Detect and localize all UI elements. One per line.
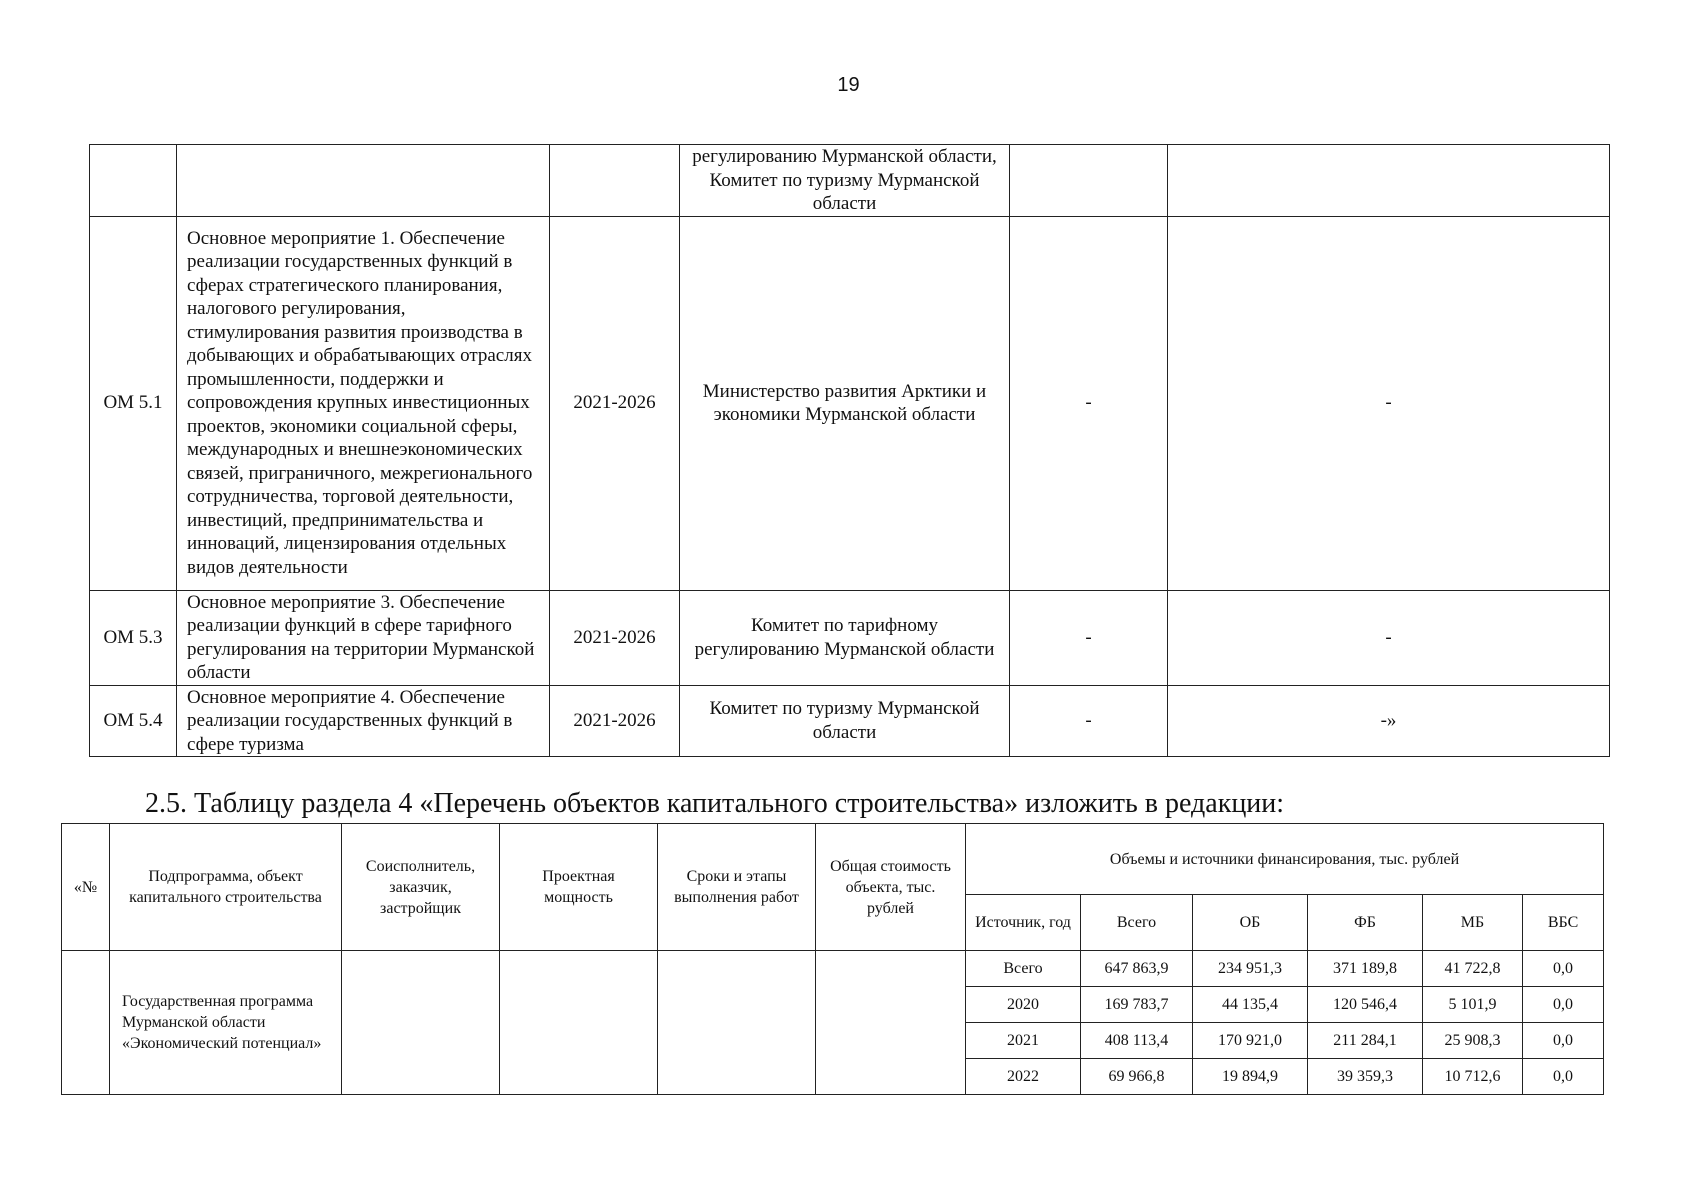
measure-term bbox=[550, 145, 680, 217]
measure-executor: регулированию Мурманской области, Комитет по туризму Мурманской области bbox=[680, 145, 1010, 217]
measure-code: ОМ 5.4 bbox=[90, 685, 177, 757]
page-number: 19 bbox=[837, 74, 860, 96]
vbs-cell: 0,0 bbox=[1523, 987, 1604, 1023]
vbs-cell: 0,0 bbox=[1523, 951, 1604, 987]
header-financing: Объемы и источники финансирования, тыс. рублей bbox=[966, 824, 1604, 895]
table-row bbox=[90, 590, 1610, 685]
measure-col6: - bbox=[1168, 216, 1610, 590]
header-mb: МБ bbox=[1423, 895, 1523, 951]
ob-cell: 44 135,4 bbox=[1193, 987, 1308, 1023]
header-terms: Сроки и этапы выполнения работ bbox=[658, 824, 816, 951]
vbs-cell: 0,0 bbox=[1523, 1059, 1604, 1095]
ob-cell: 234 951,3 bbox=[1193, 951, 1308, 987]
measure-executor: Комитет по тарифному регулированию Мурманской области bbox=[680, 590, 1010, 685]
total-cost-cell bbox=[816, 951, 966, 1095]
measure-col5: - bbox=[1010, 216, 1168, 590]
measure-name: Основное мероприятие 1. Обеспечение реализации государственных функций в сферах стратегического планирования, налогового регулирования, стимулирования развития производства в добывающих и обрабатывающих отраслях промышленности, поддержки и сопровождения крупных инвестиционных проектов, экономики социальной сферы, международных и внешнеэкономических связей, приграничного, межрегионального сотрудничества, торговой деятельности, инвестиций, предпринимательства и инноваций, лицензирования отдельных видов деятельности bbox=[177, 216, 550, 590]
header-capacity: Проектная мощность bbox=[500, 824, 658, 951]
measure-executor: Министерство развития Арктики и экономики Мурманской области bbox=[680, 216, 1010, 590]
header-row bbox=[62, 824, 1604, 895]
total-cell: 69 966,8 bbox=[1081, 1059, 1193, 1095]
mb-cell: 10 712,6 bbox=[1423, 1059, 1523, 1095]
table-row bbox=[90, 685, 1610, 757]
coexecutor-cell bbox=[342, 951, 500, 1095]
source-cell: 2021 bbox=[966, 1023, 1081, 1059]
fb-cell: 211 284,1 bbox=[1308, 1023, 1423, 1059]
ob-cell: 19 894,9 bbox=[1193, 1059, 1308, 1095]
measure-code: ОМ 5.3 bbox=[90, 590, 177, 685]
header-coexecutor: Соисполнитель, заказчик, застройщик bbox=[342, 824, 500, 951]
capital-construction-table bbox=[61, 823, 1604, 1095]
source-cell: 2020 bbox=[966, 987, 1081, 1023]
header-total: Всего bbox=[1081, 895, 1193, 951]
measure-code: ОМ 5.1 bbox=[90, 216, 177, 590]
source-cell: 2022 bbox=[966, 1059, 1081, 1095]
header-fb: ФБ bbox=[1308, 895, 1423, 951]
source-cell: Всего bbox=[966, 951, 1081, 987]
fb-cell: 120 546,4 bbox=[1308, 987, 1423, 1023]
program-name: Государственная программа Мурманской области «Экономический потенциал» bbox=[110, 951, 342, 1095]
terms-cell bbox=[658, 951, 816, 1095]
total-cell: 169 783,7 bbox=[1081, 987, 1193, 1023]
table-row bbox=[62, 951, 1604, 987]
table-row bbox=[90, 216, 1610, 590]
header-total-cost: Общая стоимость объекта, тыс. рублей bbox=[816, 824, 966, 951]
header-num: «№ bbox=[62, 824, 110, 951]
mb-cell: 41 722,8 bbox=[1423, 951, 1523, 987]
measure-col6: - bbox=[1168, 590, 1610, 685]
measure-term: 2021-2026 bbox=[550, 590, 680, 685]
table-row bbox=[90, 145, 1610, 217]
measures-table bbox=[89, 144, 1610, 757]
ob-cell: 170 921,0 bbox=[1193, 1023, 1308, 1059]
mb-cell: 25 908,3 bbox=[1423, 1023, 1523, 1059]
measure-name: Основное мероприятие 3. Обеспечение реализации функций в сфере тарифного регулирования на территории Мурманской области bbox=[177, 590, 550, 685]
measure-col6 bbox=[1168, 145, 1610, 217]
measure-term: 2021-2026 bbox=[550, 216, 680, 590]
measure-name bbox=[177, 145, 550, 217]
measure-executor: Комитет по туризму Мурманской области bbox=[680, 685, 1010, 757]
measure-col5: - bbox=[1010, 685, 1168, 757]
header-vbs: ВБС bbox=[1523, 895, 1604, 951]
header-ob: ОБ bbox=[1193, 895, 1308, 951]
measure-col5 bbox=[1010, 145, 1168, 217]
fb-cell: 39 359,3 bbox=[1308, 1059, 1423, 1095]
measure-name: Основное мероприятие 4. Обеспечение реализации государственных функций в сфере туризма bbox=[177, 685, 550, 757]
header-subprogram: Подпрограмма, объект капитального строительства bbox=[110, 824, 342, 951]
measure-col6: -» bbox=[1168, 685, 1610, 757]
measure-code bbox=[90, 145, 177, 217]
vbs-cell: 0,0 bbox=[1523, 1023, 1604, 1059]
mb-cell: 5 101,9 bbox=[1423, 987, 1523, 1023]
header-source-year: Источник, год bbox=[966, 895, 1081, 951]
total-cell: 647 863,9 bbox=[1081, 951, 1193, 987]
measure-col5: - bbox=[1010, 590, 1168, 685]
capacity-cell bbox=[500, 951, 658, 1095]
fb-cell: 371 189,8 bbox=[1308, 951, 1423, 987]
total-cell: 408 113,4 bbox=[1081, 1023, 1193, 1059]
measure-term: 2021-2026 bbox=[550, 685, 680, 757]
section-heading: 2.5. Таблицу раздела 4 «Перечень объектов капитального строительства» изложить в редакции: bbox=[145, 788, 1285, 819]
row-num bbox=[62, 951, 110, 1095]
